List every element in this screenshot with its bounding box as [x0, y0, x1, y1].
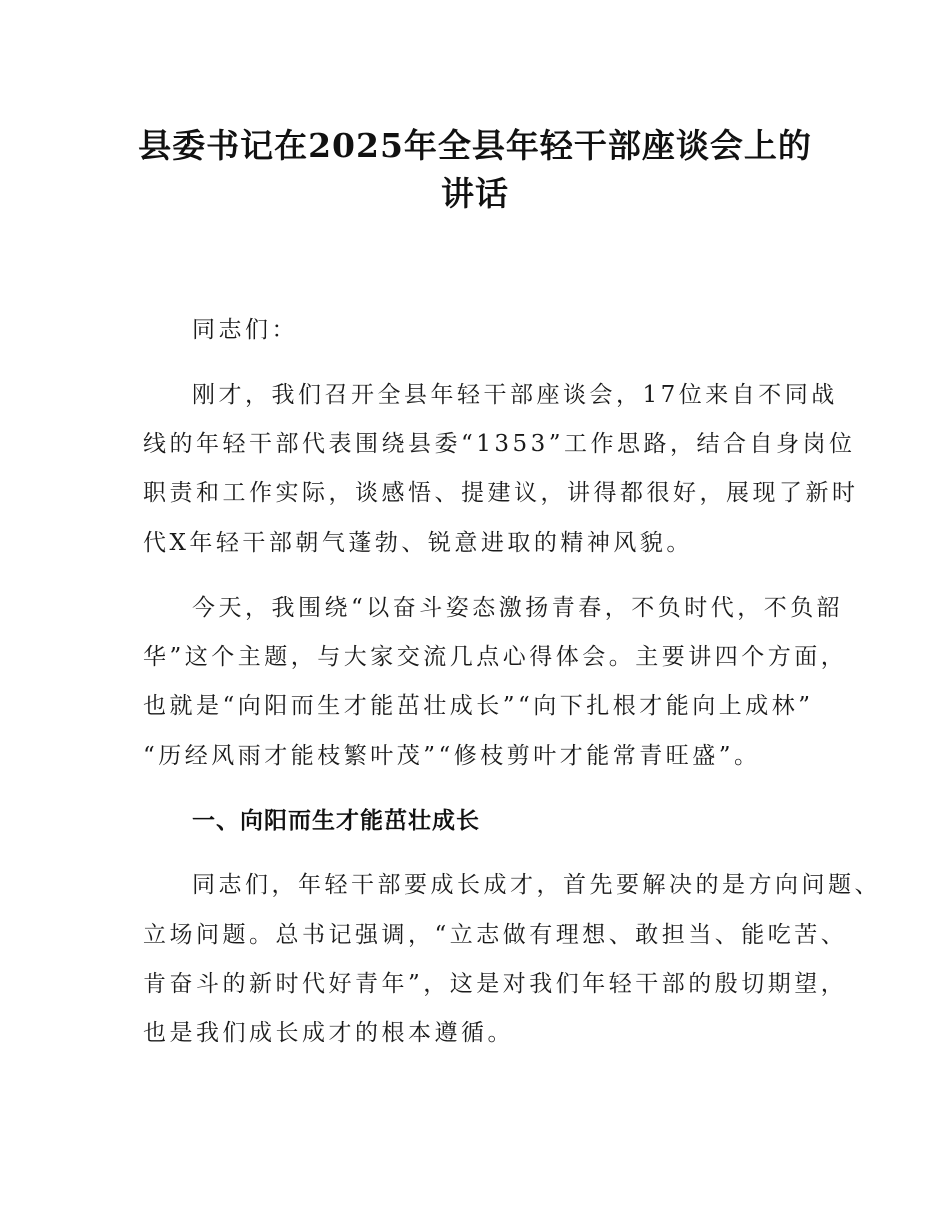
paragraph-1-line-1: 刚才，我们召开全县年轻干部座谈会，17位来自不同战 — [192, 382, 838, 408]
section-1-heading: 一、向阳而生才能茁壮成长 — [192, 808, 480, 834]
paragraph-3-line-1: 同志们，年轻干部要成长成才，首先要解决的是方向问题、 — [192, 872, 881, 898]
paragraph-1-line-2: 线的年轻干部代表围绕县委“1353”工作思路，结合自身岗位 — [143, 431, 856, 457]
document-title-line-2: 讲话 — [441, 174, 509, 213]
salutation: 同志们： — [192, 317, 298, 343]
paragraph-2-line-3: 也就是“向阳而生才能茁壮成长”“向下扎根才能向上成林” — [143, 693, 814, 719]
paragraph-2-line-4: “历经风雨才能枝繁叶茂”“修枝剪叶才能常青旺盛”。 — [143, 743, 761, 769]
paragraph-1-line-3: 职责和工作实际，谈感悟、提建议，讲得都很好，展现了新时 — [143, 480, 859, 506]
paragraph-3-line-3: 肯奋斗的新时代好青年”，这是对我们年轻干部的殷切期望， — [143, 971, 848, 997]
paragraph-1-line-4: 代X年轻干部朝气蓬勃、锐意进取的精神风貌。 — [143, 530, 693, 556]
paragraph-2-line-2: 华”这个主题，与大家交流几点心得体会。主要讲四个方面， — [143, 644, 848, 670]
paragraph-3-line-2: 立场问题。总书记强调，“立志做有理想、敢担当、能吃苦、 — [143, 922, 848, 948]
paragraph-3-line-4: 也是我们成长成才的根本遵循。 — [143, 1020, 514, 1046]
paragraph-2-line-1: 今天，我围绕“以奋斗姿态激扬青春，不负时代，不负韶 — [192, 595, 844, 621]
document-title-line-1: 县委书记在2025年全县年轻干部座谈会上的 — [138, 126, 812, 165]
